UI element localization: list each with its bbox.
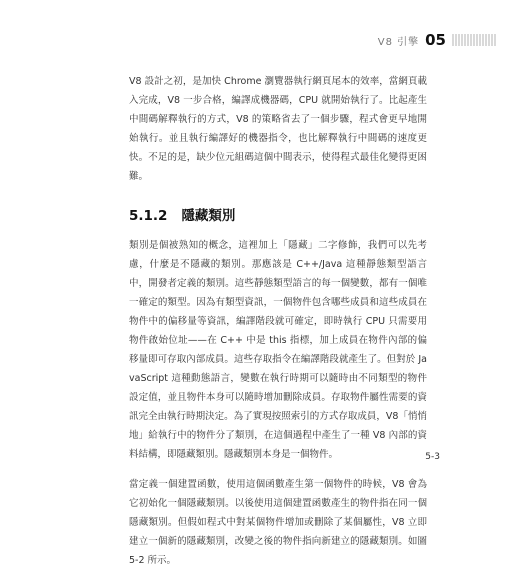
section-heading	[129, 204, 427, 224]
paragraph-hidden-class-transition: 當定義一個建置函數，使用這個函數產生第一個物件的時候，V8 會為它初始化一個隱藏類別。以後使用這個建置函數產生的物件指在同一個隱藏類別。但假如程式中對某個物件增加或刪除了某個屬性，V8 立即建立一個新的隱藏類別，改變之後的物件指向新建立的隱藏類別。如圖 5-2 所示。	[129, 479, 427, 566]
running-header	[378, 29, 496, 51]
page-body	[129, 72, 427, 570]
chapter-label: V8 引擎	[377, 36, 420, 48]
paragraph-hidden-class-definition: 類別是個被熟知的概念，這裡加上「隱藏」二字修飾，我們可以先考慮，什麼是不隱藏的類別。那應該是 C++/Java 這種靜態類型語言中，開發者定義的類別。這些靜態類型語言的每一個變數，都有一個唯一確定的類型。因為有類型資訊，一個物件包含哪些成員和這些成員在物件中的偏移量等資訊，編譯階段就可確定，即時執行 CPU 只需要用物件啟始位址——在 C++ 中是 this 指標，加上成員在物件內部的偏移量即可存取內部成員。這些存取指令在編譯階段就產生了。但對於 JavaScript 這種動態語言，變數在執行時期可以隨時由不同類型的物件設定值，並且物件本身可以隨時增加刪除成員。存取物件屬性需要的資訊完全由執行時期決定。為了實現按照索引的方式存取成員，V8「悄悄地」給執行中的物件分了類別，在這個過程中產生了一種 V8 內部的資料結構，即隱藏類別。隱藏類別本身是一個物件。	[129, 240, 427, 460]
header-decoration	[452, 34, 496, 46]
section-title: 隱藏類別	[181, 208, 236, 224]
page-number: 5-3	[425, 452, 440, 462]
paragraph-intro: V8 設計之初，是加快 Chrome 瀏覽器執行網頁尾本的效率，當網頁載入完成，V8 一步合格，編譯成機器碼，CPU 就開始執行了。比起產生中間碼解釋執行的方式，V8 的策略省去了一個步驟，程式會更早地開始執行。並且執行編譯好的機器指令，也比解釋執行中間碼的速度更快。不足的是，缺少位元組碼這個中間表示，使得程式最佳化變得更困難。	[129, 76, 427, 182]
section-number: 5.1.2	[129, 208, 168, 224]
chapter-number: 05	[425, 31, 446, 49]
